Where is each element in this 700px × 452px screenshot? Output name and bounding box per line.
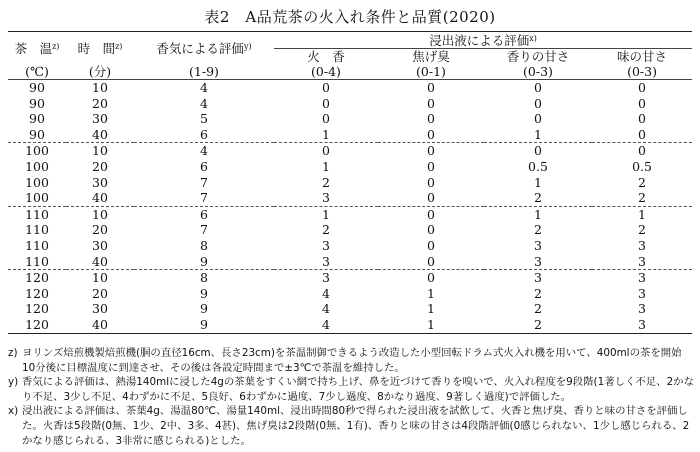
table-row bbox=[8, 159, 692, 175]
table-cell: 20 bbox=[92, 158, 108, 174]
table-cell: 0 bbox=[427, 222, 435, 238]
table-cell: 110 bbox=[8, 206, 66, 222]
table-cell: 1 bbox=[484, 206, 592, 222]
table-cell: 0.5 bbox=[528, 158, 548, 174]
footnote-mark: x) bbox=[8, 405, 19, 418]
table-cell: 0 bbox=[378, 206, 484, 222]
table-row bbox=[8, 206, 692, 222]
table-cell: 90 bbox=[29, 126, 45, 142]
table-cell: 120 bbox=[8, 270, 66, 286]
table-row bbox=[8, 301, 692, 317]
table-cell: 90 bbox=[29, 95, 45, 111]
table-cell: 9 bbox=[200, 285, 208, 301]
table-cell: 3 bbox=[592, 317, 692, 333]
table-row bbox=[8, 96, 692, 112]
table-cell: 8 bbox=[134, 270, 274, 286]
table-cell: 6 bbox=[200, 158, 208, 174]
table-cell: 40 bbox=[92, 126, 108, 142]
table-cell: 3 bbox=[274, 270, 378, 286]
header-row-3 bbox=[8, 64, 692, 80]
table-cell: 3 bbox=[638, 237, 646, 253]
table-cell: 0 bbox=[638, 95, 646, 111]
table-cell: 100 bbox=[25, 190, 49, 206]
table-cell: 0 bbox=[378, 80, 484, 96]
table-cell: 90 bbox=[8, 80, 66, 96]
table-row bbox=[8, 238, 692, 254]
table-cell: 2 bbox=[484, 317, 592, 333]
header-fire-range: (0-4) bbox=[311, 64, 341, 79]
table-cell: 0 bbox=[427, 95, 435, 111]
table-cell: 2 bbox=[534, 285, 542, 301]
table-cell: 1 bbox=[427, 285, 435, 301]
table-row bbox=[8, 190, 692, 206]
table-cell: 7 bbox=[200, 174, 208, 190]
table-cell: 40 bbox=[66, 317, 134, 333]
header-sweet-aroma-range: (0-3) bbox=[523, 64, 553, 79]
table-cell: 0 bbox=[638, 111, 646, 127]
table-cell: 0 bbox=[378, 270, 484, 286]
table-cell: 0 bbox=[427, 126, 435, 142]
table-cell: 0 bbox=[534, 111, 542, 127]
table-cell: 0 bbox=[484, 80, 592, 96]
header-burnt: 焦げ臭 bbox=[412, 49, 450, 64]
table-cell: 20 bbox=[92, 222, 108, 238]
results-table bbox=[8, 31, 692, 334]
table-cell: 3 bbox=[322, 237, 330, 253]
header-infusion: 浸出液による評価$^{x)}$ bbox=[274, 32, 692, 49]
table-cell: 0 bbox=[274, 80, 378, 96]
table-cell: 0 bbox=[484, 143, 592, 159]
table-cell: 20 bbox=[92, 285, 108, 301]
table-cell: 40 bbox=[92, 253, 108, 269]
table-cell: 30 bbox=[92, 111, 108, 127]
table-cell: 100 bbox=[8, 143, 66, 159]
table-cell: 0 bbox=[534, 95, 542, 111]
table-cell: 110 bbox=[25, 222, 49, 238]
table-cell: 1 bbox=[322, 126, 330, 142]
table-cell: 20 bbox=[92, 95, 108, 111]
table-row bbox=[8, 317, 692, 333]
header-time-unit: (分) bbox=[88, 64, 112, 79]
footnotes bbox=[8, 346, 694, 448]
table-cell: 10 bbox=[66, 270, 134, 286]
table-body bbox=[8, 80, 692, 334]
table-cell: 2 bbox=[534, 222, 542, 238]
table-cell: 2 bbox=[322, 174, 330, 190]
table-cell: 10 bbox=[66, 206, 134, 222]
table-cell: 0 bbox=[427, 111, 435, 127]
footnote-mark: z) bbox=[8, 347, 18, 359]
footnote bbox=[8, 346, 694, 375]
table-cell: 3 bbox=[534, 237, 542, 253]
table-cell: 5 bbox=[200, 111, 208, 127]
table-cell: 4 bbox=[322, 285, 330, 301]
table-cell: 0 bbox=[322, 111, 330, 127]
table-cell: 9 bbox=[200, 301, 208, 317]
table-row bbox=[8, 222, 692, 238]
table-row bbox=[8, 286, 692, 302]
table-cell: 0 bbox=[592, 143, 692, 159]
footnote-text: ヨリンズ焙煎機製焙煎機(胴の直径16cm、長さ23cm)を茶温制御できるよう改造した小型回転ドラム式火入れ機を用いて、400mlの茶を開始10分後に目標温度に到達させ、その後は各設定時間まで±3℃で茶温を維持した。 bbox=[22, 347, 682, 374]
footnote bbox=[8, 375, 694, 404]
table-cell: 4 bbox=[322, 301, 330, 317]
table-cell: 9 bbox=[200, 253, 208, 269]
footnote-text: 浸出液による評価は、茶葉4g、湯温80℃、湯量140ml、浸出時間80秒で得られた浸出液を試飲して、火香と焦げ臭、香りと味の甘さを評価した。火香は5段階(0無、1少、2中、3多、4甚)、焦げ臭は2段階(0無、1有)、香りと味の甘さは4段階評価(0感じられない、1少し感じられる、2かなり感じられる、3非常に感じられる)とした。 bbox=[22, 405, 690, 447]
table-cell: 0 bbox=[638, 126, 646, 142]
table-row bbox=[8, 111, 692, 127]
table-cell: 4 bbox=[200, 95, 208, 111]
header-fire: 火 香 bbox=[307, 49, 345, 64]
table-cell: 3 bbox=[322, 190, 330, 206]
table-cell: 3 bbox=[534, 253, 542, 269]
table-cell: 1 bbox=[274, 206, 378, 222]
table-cell: 6 bbox=[134, 206, 274, 222]
table-cell: 0 bbox=[322, 95, 330, 111]
table-cell: 8 bbox=[200, 237, 208, 253]
table-cell: 4 bbox=[134, 143, 274, 159]
table-cell: 1 bbox=[592, 206, 692, 222]
table-cell: 120 bbox=[25, 285, 49, 301]
header-temp: 茶 温$^{z)}$ bbox=[8, 32, 66, 65]
table-cell: 0 bbox=[274, 143, 378, 159]
table-cell: 2 bbox=[638, 222, 646, 238]
table-cell: 3 bbox=[592, 270, 692, 286]
table-cell: 2 bbox=[638, 190, 646, 206]
table-cell: 0 bbox=[427, 158, 435, 174]
table-cell: 110 bbox=[25, 253, 49, 269]
table-cell: 0 bbox=[427, 237, 435, 253]
header-aroma: 香気による評価$^{y)}$ bbox=[134, 32, 274, 65]
header-aroma-range: (1-9) bbox=[189, 64, 219, 79]
table-cell: 3 bbox=[638, 253, 646, 269]
table-row bbox=[8, 80, 692, 96]
table-cell: 2 bbox=[638, 174, 646, 190]
table-cell: 1 bbox=[378, 317, 484, 333]
table-cell: 0 bbox=[427, 174, 435, 190]
table-cell: 7 bbox=[200, 222, 208, 238]
table-cell: 1 bbox=[322, 158, 330, 174]
table-cell: 0 bbox=[427, 190, 435, 206]
header-time: 時 間$^{z)}$ bbox=[66, 32, 134, 65]
table-cell: 1 bbox=[427, 301, 435, 317]
footnote-text: 香気による評価は、熱湯140mlに浸した4gの茶葉をすくい網で持ち上げ、鼻を近づけて香りを嗅いで、火入れ程度を9段階(1著しく不足、2かなり不足、3少し不足、4わずかに不足、5良好、6わずかに過度、7少し過度、8かなり過度、9著しく過度)で評価した。 bbox=[22, 376, 694, 403]
table-cell: 6 bbox=[200, 126, 208, 142]
table-cell: 3 bbox=[484, 270, 592, 286]
table-cell: 90 bbox=[29, 111, 45, 127]
table-title: 表2 A品荒茶の火入れ条件と品質(2020) bbox=[204, 8, 496, 26]
table-cell: 100 bbox=[25, 174, 49, 190]
header-sweet-taste-range: (0-3) bbox=[627, 64, 657, 79]
table-cell: 9 bbox=[134, 317, 274, 333]
header-sweet-taste: 味の甘さ bbox=[617, 49, 668, 64]
table-cell: 1 bbox=[534, 126, 542, 142]
table-row bbox=[8, 175, 692, 191]
table-cell: 4 bbox=[274, 317, 378, 333]
table-cell: 30 bbox=[92, 174, 108, 190]
table-cell: 2 bbox=[322, 222, 330, 238]
table-cell: 4 bbox=[134, 80, 274, 96]
table-cell: 3 bbox=[322, 253, 330, 269]
table-cell: 3 bbox=[638, 301, 646, 317]
table-cell: 2 bbox=[534, 301, 542, 317]
table-row bbox=[8, 143, 692, 159]
footnote-mark: y) bbox=[8, 376, 19, 389]
table-cell: 120 bbox=[8, 317, 66, 333]
header-sweet-aroma: 香りの甘さ bbox=[506, 49, 570, 64]
table-cell: 2 bbox=[534, 190, 542, 206]
footnote bbox=[8, 404, 694, 448]
table-cell: 0 bbox=[427, 253, 435, 269]
header-temp-unit: (℃) bbox=[25, 64, 49, 79]
table-cell: 10 bbox=[66, 143, 134, 159]
table-row bbox=[8, 254, 692, 270]
table-cell: 0.5 bbox=[632, 158, 652, 174]
table-cell: 40 bbox=[92, 190, 108, 206]
table-cell: 3 bbox=[638, 285, 646, 301]
table-cell: 30 bbox=[92, 237, 108, 253]
header-row-1 bbox=[8, 32, 692, 49]
header-burnt-range: (0-1) bbox=[416, 64, 446, 79]
table-cell: 1 bbox=[534, 174, 542, 190]
table-cell: 100 bbox=[25, 158, 49, 174]
table-cell: 7 bbox=[200, 190, 208, 206]
table-cell: 30 bbox=[92, 301, 108, 317]
table-cell: 10 bbox=[66, 80, 134, 96]
table-cell: 0 bbox=[378, 143, 484, 159]
table-cell: 110 bbox=[25, 237, 49, 253]
table-row bbox=[8, 270, 692, 286]
table-row bbox=[8, 127, 692, 143]
table-cell: 0 bbox=[592, 80, 692, 96]
table-cell: 120 bbox=[25, 301, 49, 317]
